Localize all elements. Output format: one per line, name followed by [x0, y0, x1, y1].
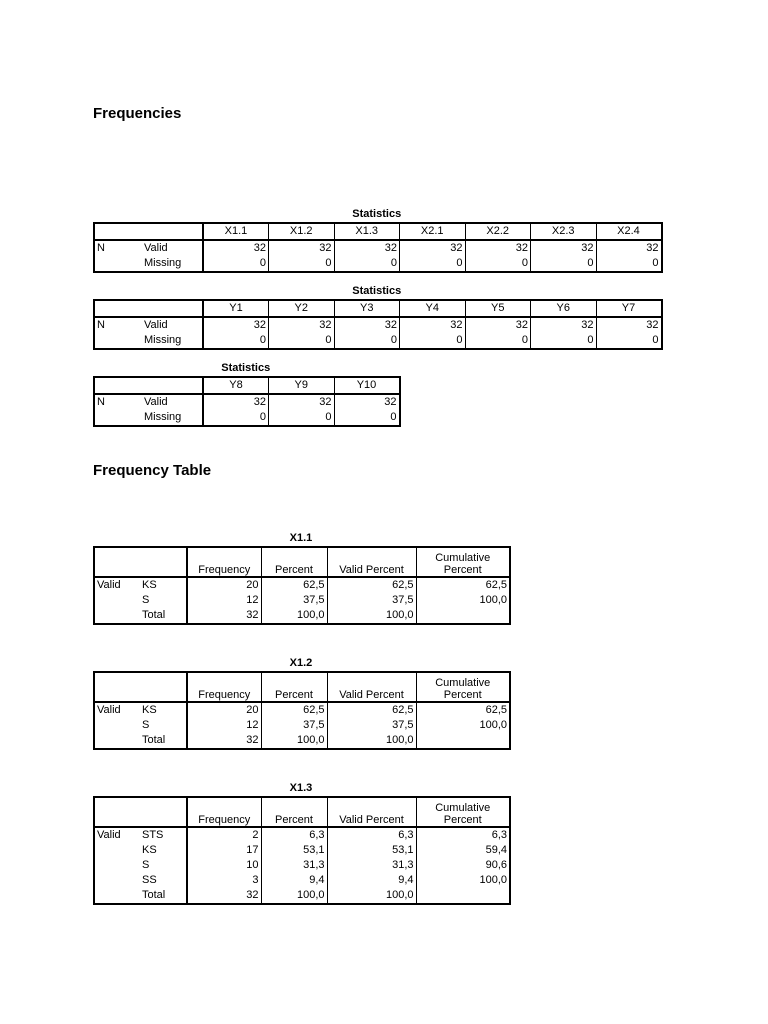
percent-cell: 100,0 [261, 888, 327, 904]
column-header: Y2 [269, 300, 335, 317]
value-cell: 32 [465, 317, 531, 333]
value-cell: 32 [531, 317, 597, 333]
frequency-header: Frequency [187, 797, 261, 827]
corner-cell [94, 223, 142, 240]
column-header: Y7 [596, 300, 662, 317]
cumulative-percent-cell [416, 608, 510, 624]
row-group-label: Valid [97, 579, 121, 591]
value-cell: 32 [400, 240, 466, 256]
valid-percent-cell: 53,1 [327, 843, 416, 858]
cumulative-header-line2: Percent [443, 564, 482, 576]
value-cell: 32 [400, 317, 466, 333]
corner-cell [142, 377, 203, 394]
frequency-row [94, 873, 510, 888]
value-cell: 32 [269, 317, 335, 333]
frequency-table-heading: Frequency Table [93, 462, 212, 479]
frequency-header: Frequency [187, 672, 261, 702]
valid-percent-header: Valid Percent [327, 797, 416, 827]
value-cell: 0 [269, 256, 335, 272]
percent-header: Percent [261, 547, 327, 577]
cumulative-percent-cell: 6,3 [416, 827, 510, 843]
percent-header: Percent [261, 672, 327, 702]
value-cell: 32 [531, 240, 597, 256]
valid-percent-cell: 9,4 [327, 873, 416, 888]
row-label: Total [140, 608, 187, 624]
percent-cell: 9,4 [261, 873, 327, 888]
value-cell: 0 [334, 333, 400, 349]
frequency-header-row [94, 547, 510, 577]
row-group-label [94, 733, 140, 749]
value-cell: 32 [269, 240, 335, 256]
frequency-cell: 32 [187, 888, 261, 904]
percent-cell: 31,3 [261, 858, 327, 873]
row-group-label [94, 256, 142, 272]
cumulative-percent-cell: 100,0 [416, 593, 510, 608]
statistics-header-row [94, 377, 400, 394]
valid-percent-cell: 37,5 [327, 593, 416, 608]
frequency-cell: 10 [187, 858, 261, 873]
statistics-row [94, 333, 662, 349]
percent-cell: 62,5 [261, 702, 327, 718]
cumulative-header-line2: Percent [443, 689, 482, 701]
value-cell: 0 [400, 256, 466, 272]
corner-cell [94, 377, 142, 394]
cumulative-percent-cell: 62,5 [416, 577, 510, 593]
valid-percent-cell: 100,0 [327, 733, 416, 749]
corner-cell [142, 223, 203, 240]
row-group-label [94, 873, 140, 888]
column-header: Y5 [465, 300, 531, 317]
frequency-row [94, 608, 510, 624]
value-cell: 0 [203, 333, 269, 349]
value-cell: 0 [596, 333, 662, 349]
corner-cell [94, 672, 140, 702]
frequency-cell: 32 [187, 733, 261, 749]
value-cell: 32 [334, 240, 400, 256]
column-header: X2.2 [465, 223, 531, 240]
column-header: Y1 [203, 300, 269, 317]
value-cell: 32 [334, 317, 400, 333]
statistics-row [94, 410, 400, 426]
column-header: Y10 [334, 377, 400, 394]
frequency-table-caption: X1.2 [289, 657, 313, 669]
row-label: Missing [142, 256, 203, 272]
cumulative-header-line1: Cumulative [435, 552, 491, 564]
statistics-table [93, 222, 663, 273]
value-cell: 0 [269, 410, 335, 426]
frequency-cell: 32 [187, 608, 261, 624]
frequency-cell: 20 [187, 702, 261, 718]
column-header: Y6 [531, 300, 597, 317]
cumulative-percent-cell: 62,5 [416, 702, 510, 718]
value-cell: 0 [334, 410, 400, 426]
row-label: Missing [142, 410, 203, 426]
row-group-label [94, 858, 140, 873]
value-cell: 32 [596, 317, 662, 333]
cumulative-percent-cell [416, 888, 510, 904]
column-header: Y4 [400, 300, 466, 317]
valid-percent-cell: 62,5 [327, 577, 416, 593]
row-group-label: Valid [97, 704, 121, 716]
frequency-row [94, 702, 510, 718]
cumulative-header-line1: Cumulative [435, 802, 491, 814]
column-header: X2.4 [596, 223, 662, 240]
corner-cell [94, 300, 142, 317]
frequency-row [94, 827, 510, 843]
corner-cell [140, 672, 187, 702]
frequency-row [94, 858, 510, 873]
row-group-label: Valid [97, 829, 121, 841]
valid-percent-cell: 6,3 [327, 827, 416, 843]
cumulative-percent-header [416, 672, 510, 702]
cumulative-header-line2: Percent [443, 814, 482, 826]
value-cell: 0 [334, 256, 400, 272]
value-cell: 0 [465, 256, 531, 272]
row-label: S [140, 593, 187, 608]
frequency-cell: 2 [187, 827, 261, 843]
frequency-row [94, 843, 510, 858]
cumulative-percent-cell: 59,4 [416, 843, 510, 858]
cumulative-percent-cell [416, 733, 510, 749]
valid-percent-cell: 62,5 [327, 702, 416, 718]
corner-cell [142, 300, 203, 317]
value-cell: 0 [531, 256, 597, 272]
row-group-label [94, 718, 140, 733]
corner-cell [94, 797, 140, 827]
frequency-header-row [94, 797, 510, 827]
value-cell: 0 [596, 256, 662, 272]
frequency-row [94, 593, 510, 608]
column-header: X1.2 [269, 223, 335, 240]
column-header: Y3 [334, 300, 400, 317]
row-label: S [140, 858, 187, 873]
percent-cell: 100,0 [261, 608, 327, 624]
statistics-caption: Statistics [352, 285, 402, 297]
column-header: X2.3 [531, 223, 597, 240]
row-group-label: N [97, 242, 105, 254]
percent-cell: 37,5 [261, 718, 327, 733]
valid-percent-header: Valid Percent [327, 547, 416, 577]
statistics-table [93, 376, 401, 427]
corner-cell [140, 797, 187, 827]
column-header: Y8 [203, 377, 269, 394]
valid-percent-header: Valid Percent [327, 672, 416, 702]
frequency-row [94, 577, 510, 593]
value-cell: 0 [400, 333, 466, 349]
cumulative-header-line1: Cumulative [435, 677, 491, 689]
value-cell: 32 [269, 394, 335, 410]
value-cell: 32 [465, 240, 531, 256]
valid-percent-cell: 37,5 [327, 718, 416, 733]
frequency-row [94, 718, 510, 733]
row-label: Total [140, 888, 187, 904]
frequency-table [93, 796, 511, 905]
column-header: X1.3 [334, 223, 400, 240]
value-cell: 32 [203, 394, 269, 410]
value-cell: 0 [203, 256, 269, 272]
value-cell: 0 [203, 410, 269, 426]
row-label: Total [140, 733, 187, 749]
frequency-cell: 3 [187, 873, 261, 888]
statistics-row [94, 317, 662, 333]
frequency-row [94, 888, 510, 904]
row-label: S [140, 718, 187, 733]
percent-cell: 100,0 [261, 733, 327, 749]
value-cell: 0 [531, 333, 597, 349]
frequencies-heading: Frequencies [93, 105, 182, 122]
frequency-header: Frequency [187, 547, 261, 577]
row-label: KS [140, 577, 187, 593]
percent-cell: 6,3 [261, 827, 327, 843]
statistics-row [94, 240, 662, 256]
percent-cell: 62,5 [261, 577, 327, 593]
corner-cell [94, 547, 140, 577]
percent-header: Percent [261, 797, 327, 827]
statistics-table [93, 299, 663, 350]
percent-cell: 53,1 [261, 843, 327, 858]
frequency-cell: 17 [187, 843, 261, 858]
valid-percent-cell: 100,0 [327, 608, 416, 624]
statistics-caption: Statistics [221, 362, 271, 374]
percent-cell: 37,5 [261, 593, 327, 608]
cumulative-percent-cell: 100,0 [416, 873, 510, 888]
row-label: SS [140, 873, 187, 888]
row-label: KS [140, 702, 187, 718]
statistics-caption: Statistics [352, 208, 402, 220]
corner-cell [140, 547, 187, 577]
row-label: Missing [142, 333, 203, 349]
statistics-header-row [94, 223, 662, 240]
row-group-label: N [97, 396, 105, 408]
frequency-cell: 20 [187, 577, 261, 593]
frequency-table-caption: X1.3 [289, 782, 313, 794]
statistics-row [94, 256, 662, 272]
value-cell: 32 [203, 317, 269, 333]
frequency-cell: 12 [187, 718, 261, 733]
cumulative-percent-header [416, 547, 510, 577]
column-header: X2.1 [400, 223, 466, 240]
value-cell: 32 [334, 394, 400, 410]
statistics-header-row [94, 300, 662, 317]
row-group-label [94, 888, 140, 904]
row-group-label [94, 593, 140, 608]
frequency-cell: 12 [187, 593, 261, 608]
cumulative-percent-cell: 100,0 [416, 718, 510, 733]
row-group-label [94, 608, 140, 624]
valid-percent-cell: 31,3 [327, 858, 416, 873]
value-cell: 0 [269, 333, 335, 349]
row-group-label: N [97, 319, 105, 331]
frequency-table [93, 546, 511, 625]
row-label: KS [140, 843, 187, 858]
valid-percent-cell: 100,0 [327, 888, 416, 904]
column-header: X1.1 [203, 223, 269, 240]
row-group-label [94, 410, 142, 426]
frequency-table-caption: X1.1 [289, 532, 313, 544]
row-label: Valid [142, 394, 203, 410]
row-group-label [94, 333, 142, 349]
row-label: Valid [142, 317, 203, 333]
value-cell: 0 [465, 333, 531, 349]
frequency-row [94, 733, 510, 749]
column-header: Y9 [269, 377, 335, 394]
cumulative-percent-header [416, 797, 510, 827]
frequency-header-row [94, 672, 510, 702]
frequency-table [93, 671, 511, 750]
cumulative-percent-cell: 90,6 [416, 858, 510, 873]
row-label: Valid [142, 240, 203, 256]
row-group-label [94, 843, 140, 858]
value-cell: 32 [596, 240, 662, 256]
row-label: STS [140, 827, 187, 843]
statistics-row [94, 394, 400, 410]
value-cell: 32 [203, 240, 269, 256]
